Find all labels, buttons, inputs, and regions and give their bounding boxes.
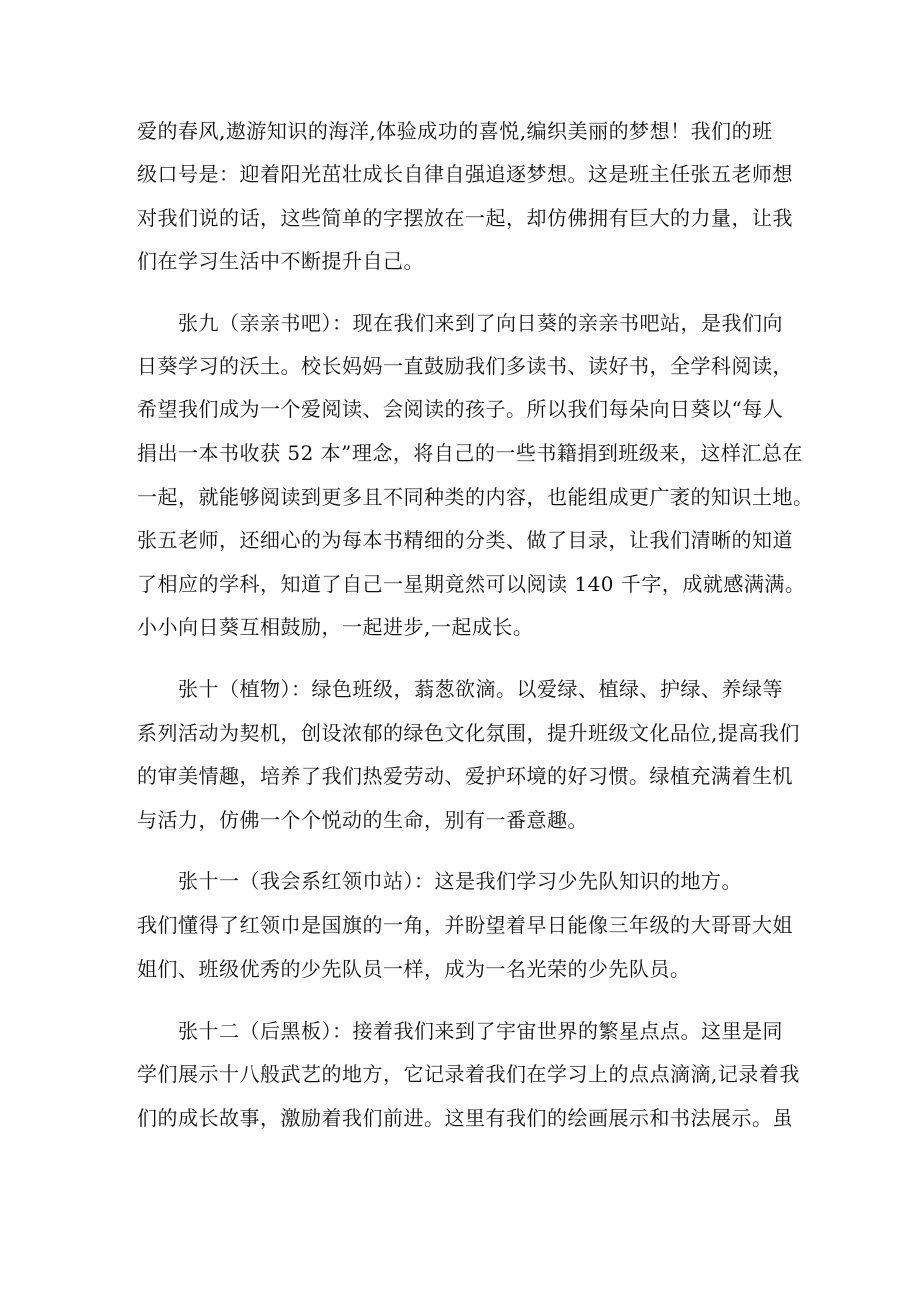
paragraph-line: 爱的春风,遨游知识的海洋,体验成功的喜悦,编织美丽的梦想！我们的班	[137, 119, 773, 143]
paragraph-line: 学们展示十八般武艺的地方，它记录着我们在学习上的点点滴滴,记录着我	[137, 1062, 800, 1086]
paragraph-line: 对我们说的话，这些简单的字摆放在一起，却仿佛拥有巨大的力量，让我	[137, 206, 793, 230]
paragraph-line: 们的成长故事，激励着我们前进。这里有我们的绘画展示和书法展示。虽	[137, 1106, 793, 1130]
paragraph-line: 了相应的学科，知道了自己一星期竟然可以阅读 140 千字，成就感满满。	[137, 572, 806, 596]
paragraph-line: 系列活动为契机，创设浓郁的绿色文化氛围，提升班级文化品位,提高我们	[137, 721, 800, 745]
paragraph-line: 我们懂得了红领巾是国旗的一角，并盼望着早日能像三年级的大哥哥大姐	[137, 913, 793, 937]
paragraph-line: 与活力，仿佛一个个悦动的生命，别有一番意趣。	[137, 808, 588, 832]
paragraph-line: 日葵学习的沃土。校长妈妈一直鼓励我们多读书、读好书，全学科阅读，	[137, 354, 793, 378]
paragraph-line: 张九（亲亲书吧）：现在我们来到了向日葵的亲亲书吧站，是我们向	[178, 311, 783, 335]
paragraph-line: 的审美情趣，培养了我们热爱劳动、爱护环境的好习惯。绿植充满着生机	[137, 764, 793, 788]
paragraph-line: 张十（植物）：绿色班级，蓊葱欲滴。以爱绿、植绿、护绿、养绿等	[178, 677, 783, 701]
paragraph-line: 小小向日葵互相鼓励，一起进步,一起成长。	[137, 615, 534, 639]
paragraph-line: 张十一（我会系红领巾站）：这是我们学习少先队知识的地方。	[178, 869, 742, 893]
paragraph-line: 一起，就能够阅读到更多且不同种类的内容，也能组成更广袤的知识土地。	[137, 485, 814, 509]
paragraph-line: 们在学习生活中不断提升自己。	[137, 249, 424, 273]
paragraph-line: 姐们、班级优秀的少先队员一样，成为一名光荣的少先队员。	[137, 957, 691, 981]
paragraph-line: 张五老师，还细心的为每本书精细的分类、做了目录，让我们清晰的知道	[137, 528, 793, 552]
paragraph-line: 希望我们成为一个爱阅读、会阅读的孩子。所以我们每朵向日葵以“每人	[137, 397, 784, 421]
paragraph-line: 张十二（后黑板）：接着我们来到了宇宙世界的繁星点点。这里是同	[178, 1019, 783, 1043]
paragraph-line: 捐出一本书收获 52 本”理念，将自己的一些书籍捐到班级来，这样汇总在	[137, 441, 803, 465]
paragraph-line: 级口号是：迎着阳光茁壮成长自律自强追逐梦想。这是班主任张五老师想	[137, 162, 793, 186]
